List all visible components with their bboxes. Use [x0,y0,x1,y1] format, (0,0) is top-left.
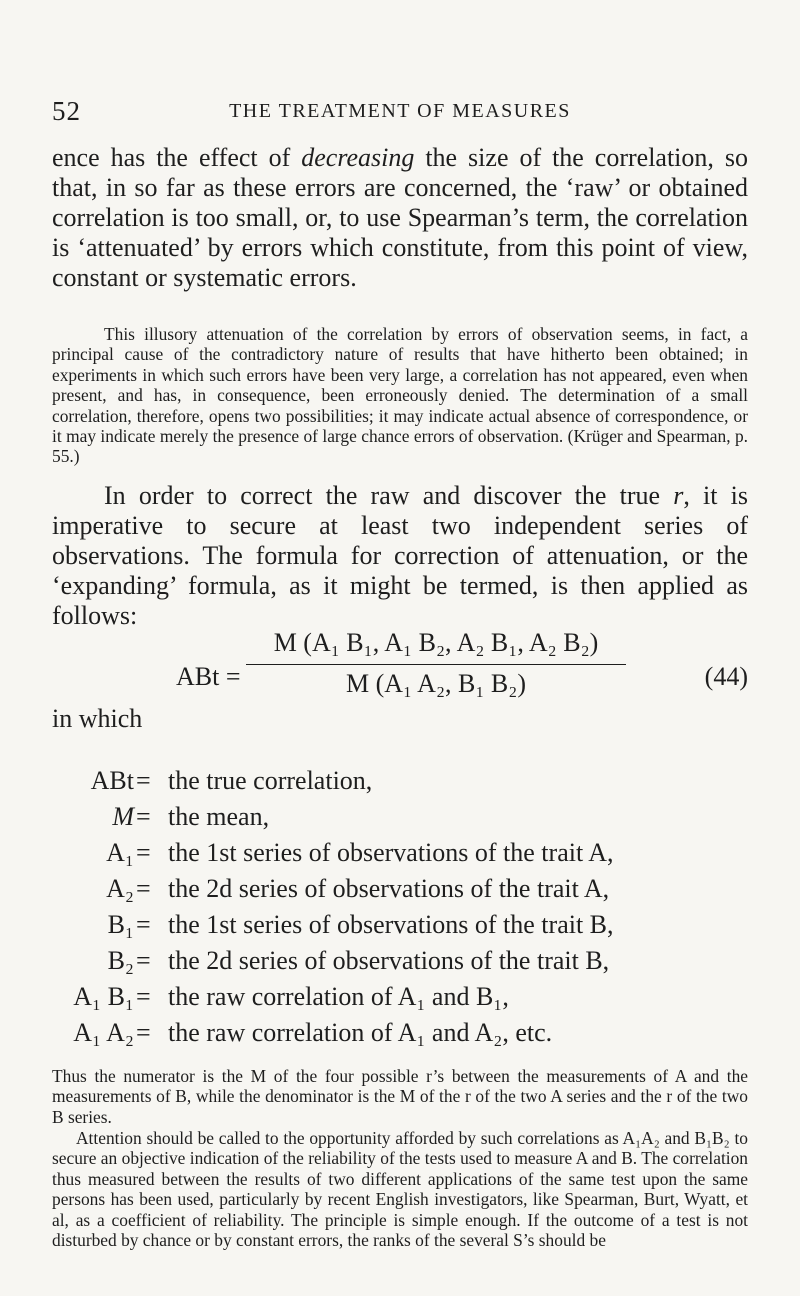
equals-sign: = [136,874,151,903]
emphasis-r: r [673,481,684,510]
definition-row [52,766,752,802]
definition-row [52,874,752,910]
paragraph-expanding-formula [52,481,755,631]
definition-symbol: B₂ [107,946,134,975]
definition-text: the 2d series of observations of the trait A, [168,874,610,903]
formula-lhs: ABt = [176,662,241,691]
definition-symbol: A₁ A₂ [73,1018,134,1047]
definition-row [52,1018,752,1054]
paragraph-text: In order to correct the raw and discover the true [104,481,674,510]
definition-symbol: M [112,802,134,831]
equals-sign: = [136,982,151,1011]
note-numerator-denominator: Thus the numerator is the M of the four possible r’s between the measurements of A and the measurements of B, while the denominator is the M of the r of the two A series and the r of the two B series. [52,1066,753,1127]
definition-symbol: B₁ [107,910,134,939]
definition-symbol: A₁ B₁ [73,982,134,1011]
equals-sign: = [136,1018,151,1047]
equals-sign: = [136,910,151,939]
running-head: THE TREATMENT OF MEASURES [229,100,571,122]
equation-number: (44) [704,662,748,691]
definition-row [52,802,752,838]
paragraph-text: , it is imperative to secure at least two independent series of observations. The formula for correction of attenuation, or the ‘expanding’ formula, as it might be termed, is then applied as follows: [52,481,755,630]
equals-sign: = [136,838,151,867]
paragraph-text: ence has the effect of [52,143,302,172]
definition-text: the raw correlation of A₁ and B₁, [168,982,509,1011]
emphasis-decreasing: decreasing [301,143,415,172]
block-quote: This illusory attenuation of the correlation by errors of observation seems, in fact, a principal cause of the contradictory nature of results that have hitherto been obtained; in experiments in which such errors have been very large, a correlation has not appeared, even when present, and has, in consequence, been erroneously denied. The determination of a small correlation, therefore, opens two possibilities; it may indicate actual absence of correspondence, or it may indicate merely the presence of large chance errors of observation. (Krüger and Spearman, p. 55.) [52,324,753,467]
equals-sign: = [136,946,151,975]
equals-sign: = [136,802,151,831]
definition-symbol: ABt [90,766,134,795]
paragraph-continued [52,143,755,293]
formula-numerator: M (A₁ B₁, A₁ B₂, A₂ B₁, A₂ B₂) [273,628,599,657]
definition-row [52,946,752,982]
page-number: 52 [52,96,81,126]
definition-text: the raw correlation of A₁ and A₂, etc. [168,1018,553,1047]
note-reliability: Attention should be called to the opportunity afforded by such correlations as A₁A₂ and B₁B₂ to secure an objective indication of the reliability of the tests used to measure A and B. The correlation thus measured between the results of two different applications of the same test upon the same persons has been used, particularly by recent English investigators, like Spearman, Burt, Wyatt, et al, as a coefficient of reliability. The principle is simple enough. If the outcome of a test is not disturbed by chance or by constant errors, the ranks of the several S’s should be [52,1128,753,1251]
page-header [52,96,748,130]
equals-sign: = [136,766,151,795]
fraction-bar [246,664,626,665]
formula-denominator: M (A₁ A₂, B₁ B₂) [346,669,526,698]
definition-symbol: A₂ [106,874,134,903]
definition-row [52,982,752,1018]
definition-row [52,910,752,946]
in-which-label: in which [52,704,143,733]
definition-text: the true correlation, [168,766,373,795]
definition-text: the 2d series of observations of the trait B, [168,946,610,975]
definition-text: the 1st series of observations of the trait A, [168,838,614,867]
definition-text: the 1st series of observations of the trait B, [168,910,614,939]
definition-row [52,838,752,874]
definition-text: the mean, [168,802,270,831]
definition-symbol: A₁ [106,838,134,867]
paragraph-text: the size of the correlation, so that, in so far as these errors are concerned, the ‘raw’ or obtained correlation is too small, or, to use Spearman’s term, the correlation is ‘attenuated’ by errors which constitute, from this point of view, constant or systematic errors. [52,143,755,292]
formula-fraction [240,628,632,699]
definitions-list [52,766,752,1054]
